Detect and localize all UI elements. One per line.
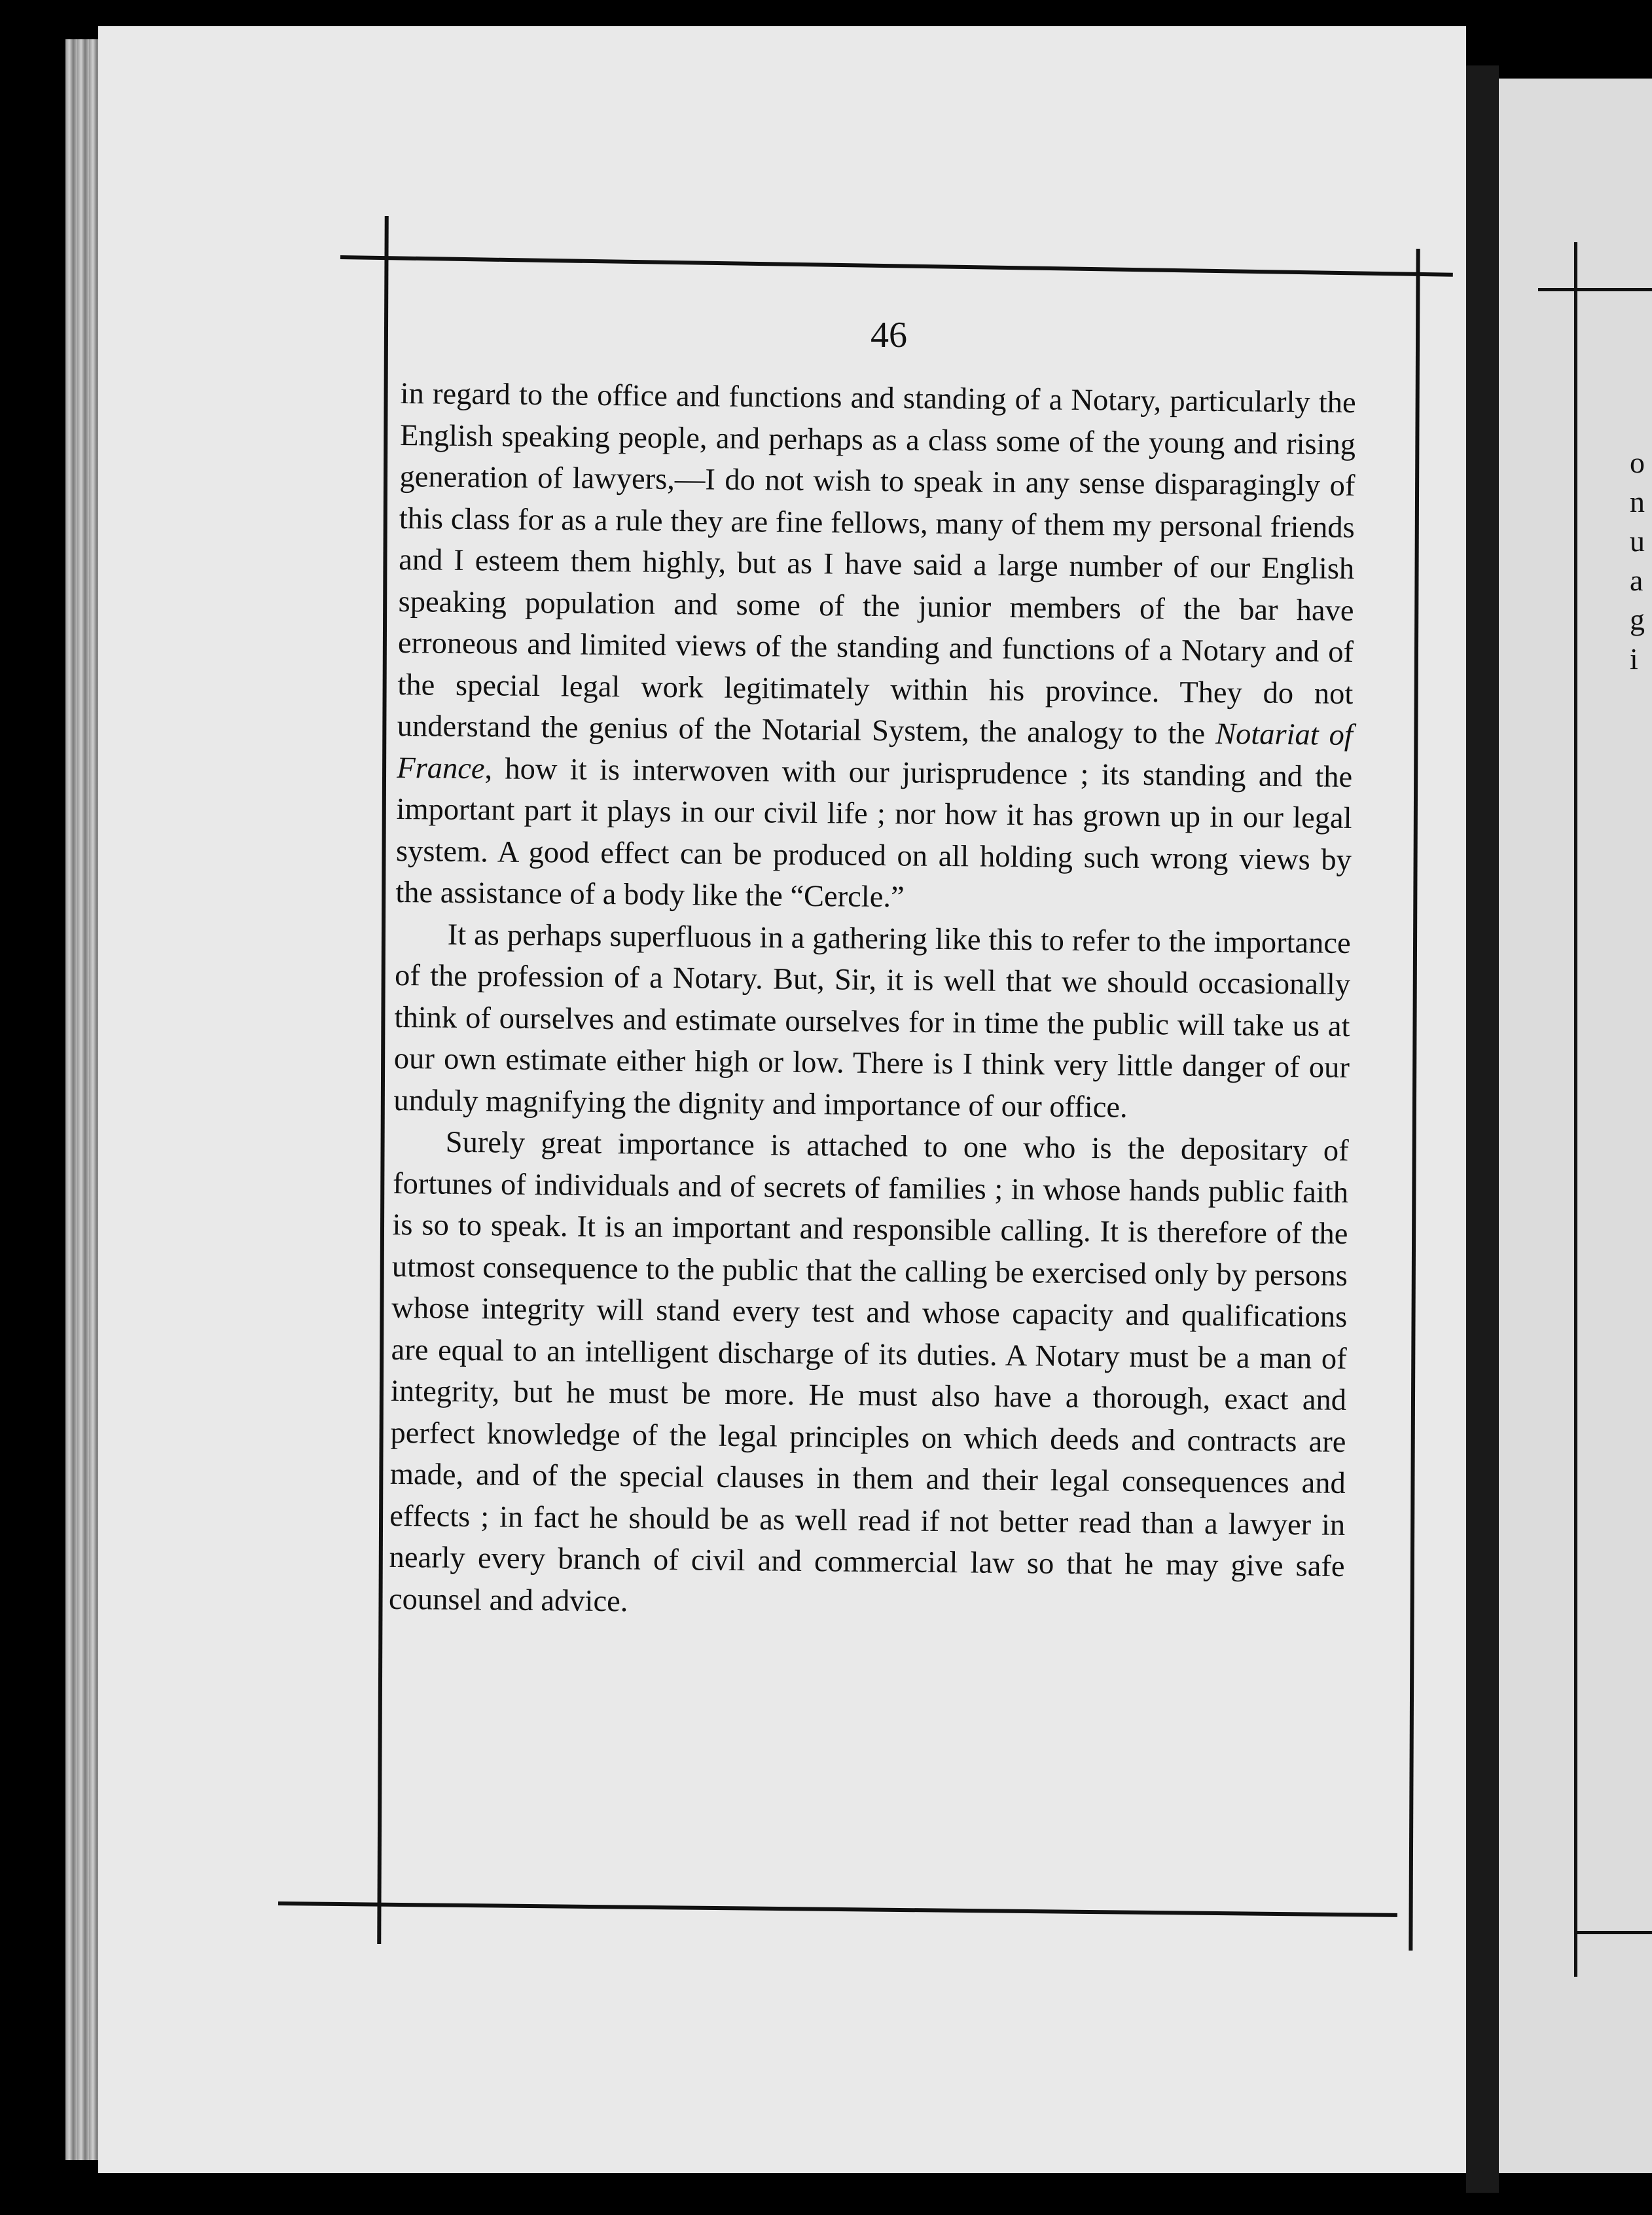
facing-page-fragment: n (1630, 485, 1645, 518)
facing-page (1499, 79, 1652, 2173)
facing-page-left-rule (1574, 242, 1577, 1977)
facing-page-fragment: o (1630, 446, 1645, 479)
facing-page-fragment: a (1630, 564, 1643, 597)
facing-page-fragment: u (1630, 524, 1645, 558)
facing-page-fragment: g (1630, 603, 1645, 636)
facing-page-bottom-rule (1577, 1931, 1652, 1934)
paragraph-text: , how it is interwoven with our jurisprudence ; its standing and the important part it plays in our civil life ; nor how it has grown up in our legal system. A good effect can be produced on all holding such wrong views by the assistance of a body like the “Cercle.” (395, 751, 1353, 914)
paragraph: Surely great importance is attached to one who is the depositary of fortunes of individuals and of secrets of families ; in whose hands public faith is so to speak. It is an important and responsible calling. It is therefore of the utmost consequence to the public that the calling be exercised only by persons whose integrity will stand every test and whose capacity and qualifications are equal to an intelligent discharge of its duties. A Notary must be a man of integrity, but he must be more. He must also have a thorough, exact and perfect knowledge of the legal principles on which deeds and contracts are made, and of the special clauses in them and their legal consequences and effects ; in fact he should be as well read if not better read than a lawyer in nearly every branch of civil and commercial law so that he may give safe counsel and advice. (388, 1125, 1349, 1618)
paragraph (395, 373, 1356, 922)
paragraph: It as perhaps superfluous in a gathering like this to refer to the importance of the profession of a Notary. But, Sir, it is well that we should occasionally think of ourselves and estimate ourselves for in time the public will take us at our own estimate either high or low. There is I think very little danger of our unduly magnifying the dignity and importance of our office. (393, 918, 1351, 1125)
italic-phrase: Notariat of France (396, 717, 1353, 785)
body-text (389, 373, 1356, 1629)
paragraph-text: in regard to the office and functions and standing of a Notary, particularly the English speaking people, and perhaps as a class some of the young and rising generation of lawyers,—I do not wish to speak in any sense disparagingly of this class for as a rule they are fine fellows, many of them my personal friends and I esteem them highly, but as I have said a large number of our English speaking population and some of the junior members of the bar have erroneous and limited views of the standing and functions of a Notary and of the special legal work legitimately within his province. They do not understand the genius of the Notarial System, the analogy to the (397, 376, 1356, 751)
facing-page-fragment: i (1630, 642, 1638, 675)
facing-page-top-rule (1538, 288, 1652, 291)
page-number: 46 (871, 315, 907, 355)
book-gutter (1466, 65, 1499, 2193)
